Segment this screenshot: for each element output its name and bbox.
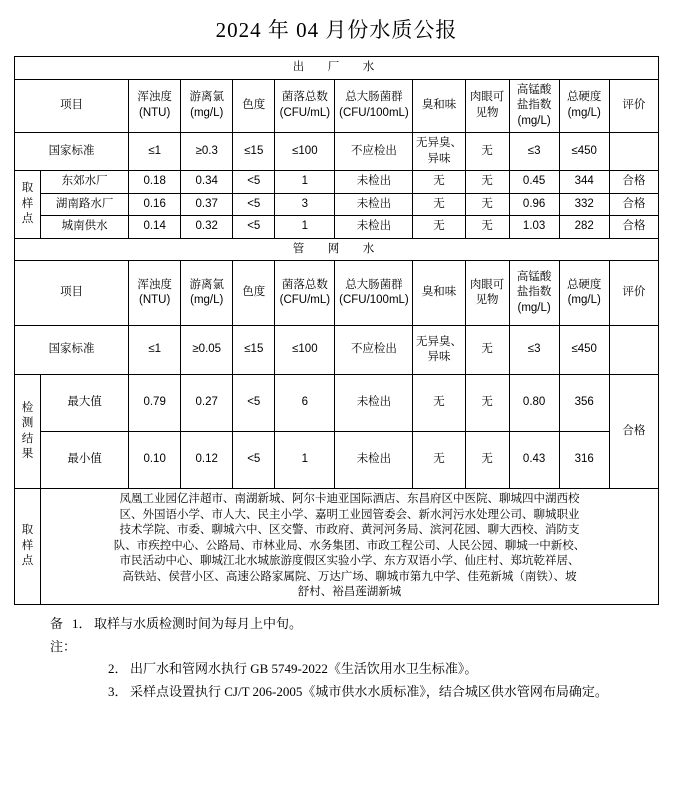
header-bacteria: 菌落总数 (CFU/mL) [275,79,335,133]
cell-visible-matter: 无 [465,216,509,239]
cell-turbidity: ≤1 [129,326,181,375]
cell-turbidity: ≤1 [129,133,181,171]
row-label-plant: 城南供水 [41,216,129,239]
sampling-points-line: 市民活动中心、聊城江北水城旅游度假区实验小学、东方双语小学、仙庄村、郑坑乾祥居、 [119,555,580,568]
row-label-plant: 东郊水厂 [41,171,129,194]
cell-permanganate: 0.45 [509,171,559,194]
cell-color: <5 [233,375,275,432]
cell-coliform: 未检出 [335,193,413,216]
cell-evaluation [609,133,658,171]
cell-visible-matter: 无 [465,326,509,375]
cell-visible-matter: 无 [465,171,509,194]
header-turbidity: 浑浊度 (NTU) [129,261,181,326]
cell-permanganate: ≤3 [509,326,559,375]
table-row [15,432,659,489]
cell-odor: 无 [413,171,465,194]
cell-hardness: 356 [559,375,609,432]
section-header-row [15,238,659,261]
cell-coliform: 未检出 [335,216,413,239]
cell-color: <5 [233,171,275,194]
cell-bacteria: 1 [275,432,335,489]
cell-bacteria: 6 [275,375,335,432]
sampling-points-list [41,489,659,605]
cell-coliform: 不应检出 [335,133,413,171]
header-visible-matter: 肉眼可 见物 [465,261,509,326]
cell-color: <5 [233,432,275,489]
row-group-label-sampling-points: 取 样 点 [15,489,41,605]
cell-visible-matter: 无 [465,193,509,216]
cell-evaluation: 合格 [609,171,658,194]
cell-free-chlorine: 0.32 [181,216,233,239]
cell-permanganate: 0.43 [509,432,559,489]
cell-turbidity: 0.18 [129,171,181,194]
cell-coliform: 未检出 [335,375,413,432]
water-quality-table [14,56,659,605]
cell-free-chlorine: 0.34 [181,171,233,194]
cell-hardness: 282 [559,216,609,239]
cell-coliform: 不应检出 [335,326,413,375]
table-row [15,193,659,216]
cell-turbidity: 0.10 [129,432,181,489]
cell-color: <5 [233,216,275,239]
sampling-points-line: 队、市疾控中心、公路局、市林业局、水务集团、市政工程公司、人民公园、聊城一中新校、 [113,539,586,552]
row-label-national-standard: 国家标准 [15,133,129,171]
cell-hardness: ≤450 [559,133,609,171]
remark-number: 2． [108,661,128,677]
cell-turbidity: 0.79 [129,375,181,432]
cell-free-chlorine: 0.37 [181,193,233,216]
cell-turbidity: 0.14 [129,216,181,239]
remark-item [14,681,659,704]
cell-bacteria: ≤100 [275,326,335,375]
row-label-maximum: 最大值 [41,375,129,432]
header-evaluation: 评价 [609,261,658,326]
cell-bacteria: 1 [275,171,335,194]
header-visible-matter: 肉眼可 见物 [465,79,509,133]
cell-permanganate: 0.80 [509,375,559,432]
table-row [15,171,659,194]
cell-color: ≤15 [233,326,275,375]
cell-free-chlorine: ≥0.3 [181,133,233,171]
cell-free-chlorine: ≥0.05 [181,326,233,375]
cell-odor: 无 [413,432,465,489]
remark-text: 出厂水和管网水执行 GB 5749-2022《生活饮用水卫生标准》。 [130,661,478,677]
remark-text: 取样与水质检测时间为每月上中旬。 [94,615,303,631]
cell-permanganate: 0.96 [509,193,559,216]
remark-item [14,613,659,659]
cell-free-chlorine: 0.12 [181,432,233,489]
cell-evaluation: 合格 [609,216,658,239]
header-permanganate: 高锰酸 盐指数 (mg/L) [509,79,559,133]
cell-bacteria: ≤100 [275,133,335,171]
row-label-national-standard: 国家标准 [15,326,129,375]
header-hardness: 总硬度 (mg/L) [559,261,609,326]
cell-visible-matter: 无 [465,133,509,171]
table-row [15,133,659,171]
header-odor: 臭和味 [413,79,465,133]
table-header-row [15,261,659,326]
section-title-factory: 出 厂 水 [15,57,659,80]
remark-text: 采样点设置执行 CJ/T 206-2005《城市供水水质标准》，结合城区供水管网布局确定。 [130,684,608,700]
cell-free-chlorine: 0.27 [181,375,233,432]
cell-odor: 无 [413,193,465,216]
remarks-section [14,613,659,704]
table-header-row [15,79,659,133]
remark-number: 3． [108,684,128,700]
cell-coliform: 未检出 [335,432,413,489]
cell-visible-matter: 无 [465,375,509,432]
section-title-pipe: 管 网 水 [15,238,659,261]
header-item: 项目 [15,79,129,133]
cell-hardness: 344 [559,171,609,194]
cell-hardness: ≤450 [559,326,609,375]
row-label-minimum: 最小值 [41,432,129,489]
cell-permanganate: 1.03 [509,216,559,239]
header-odor: 臭和味 [413,261,465,326]
cell-odor: 无异臭、异味 [413,326,465,375]
header-hardness: 总硬度 (mg/L) [559,79,609,133]
header-free-chlorine: 游离氯 (mg/L) [181,261,233,326]
cell-turbidity: 0.16 [129,193,181,216]
page-title: 2024 年 04 月份水质公报 [215,18,458,42]
header-bacteria: 菌落总数 (CFU/mL) [275,261,335,326]
sampling-points-line: 技术学院、市委、聊城六中、区交警、市政府、黄河河务局、滨河花园、聊大西校、消防支 [119,524,580,537]
header-item: 项目 [15,261,129,326]
cell-odor: 无异臭、异味 [413,133,465,171]
sampling-points-line: 高铁站、侯营小区、高速公路家属院、万达广场、聊城市第九中学、佳苑新城（南铁）、坡 [122,570,577,583]
cell-color: ≤15 [233,133,275,171]
cell-evaluation [609,326,658,375]
remark-number: 1． [72,615,92,631]
cell-color: <5 [233,193,275,216]
table-row [15,216,659,239]
sampling-points-line: 区、外国语小学、市人大、民主小学、嘉明工业园管委会、新水河污水处理公司、聊城职业 [119,508,580,521]
cell-coliform: 未检出 [335,171,413,194]
cell-visible-matter: 无 [465,432,509,489]
sampling-points-row [15,489,659,605]
cell-bacteria: 1 [275,216,335,239]
sampling-points-line: 舒村、裕昌莲湖新城 [297,586,402,599]
section-header-row [15,57,659,80]
remark-item [14,658,659,681]
table-row [15,326,659,375]
cell-hardness: 332 [559,193,609,216]
cell-hardness: 316 [559,432,609,489]
row-group-label-sampling-points: 取 样 点 [15,171,41,239]
cell-evaluation: 合格 [609,193,658,216]
cell-permanganate: ≤3 [509,133,559,171]
header-evaluation: 评价 [609,79,658,133]
header-color: 色度 [233,79,275,133]
header-free-chlorine: 游离氯 (mg/L) [181,79,233,133]
header-color: 色度 [233,261,275,326]
cell-odor: 无 [413,375,465,432]
cell-odor: 无 [413,216,465,239]
cell-bacteria: 3 [275,193,335,216]
sampling-points-line: 凤凰工业园亿沣超市、南湖新城、阿尔卡迪亚国际酒店、东昌府区中医院、聊城四中湖西校 [119,493,580,506]
row-label-plant: 湖南路水厂 [41,193,129,216]
header-coliform: 总大肠菌群 (CFU/100mL) [335,79,413,133]
table-row [15,375,659,432]
remarks-label: 备注： [50,615,77,654]
header-permanganate: 高锰酸 盐指数 (mg/L) [509,261,559,326]
cell-evaluation: 合格 [609,375,658,489]
header-coliform: 总大肠菌群 (CFU/100mL) [335,261,413,326]
header-turbidity: 浑浊度 (NTU) [129,79,181,133]
row-group-label-test-results: 检 测 结 果 [15,375,41,489]
